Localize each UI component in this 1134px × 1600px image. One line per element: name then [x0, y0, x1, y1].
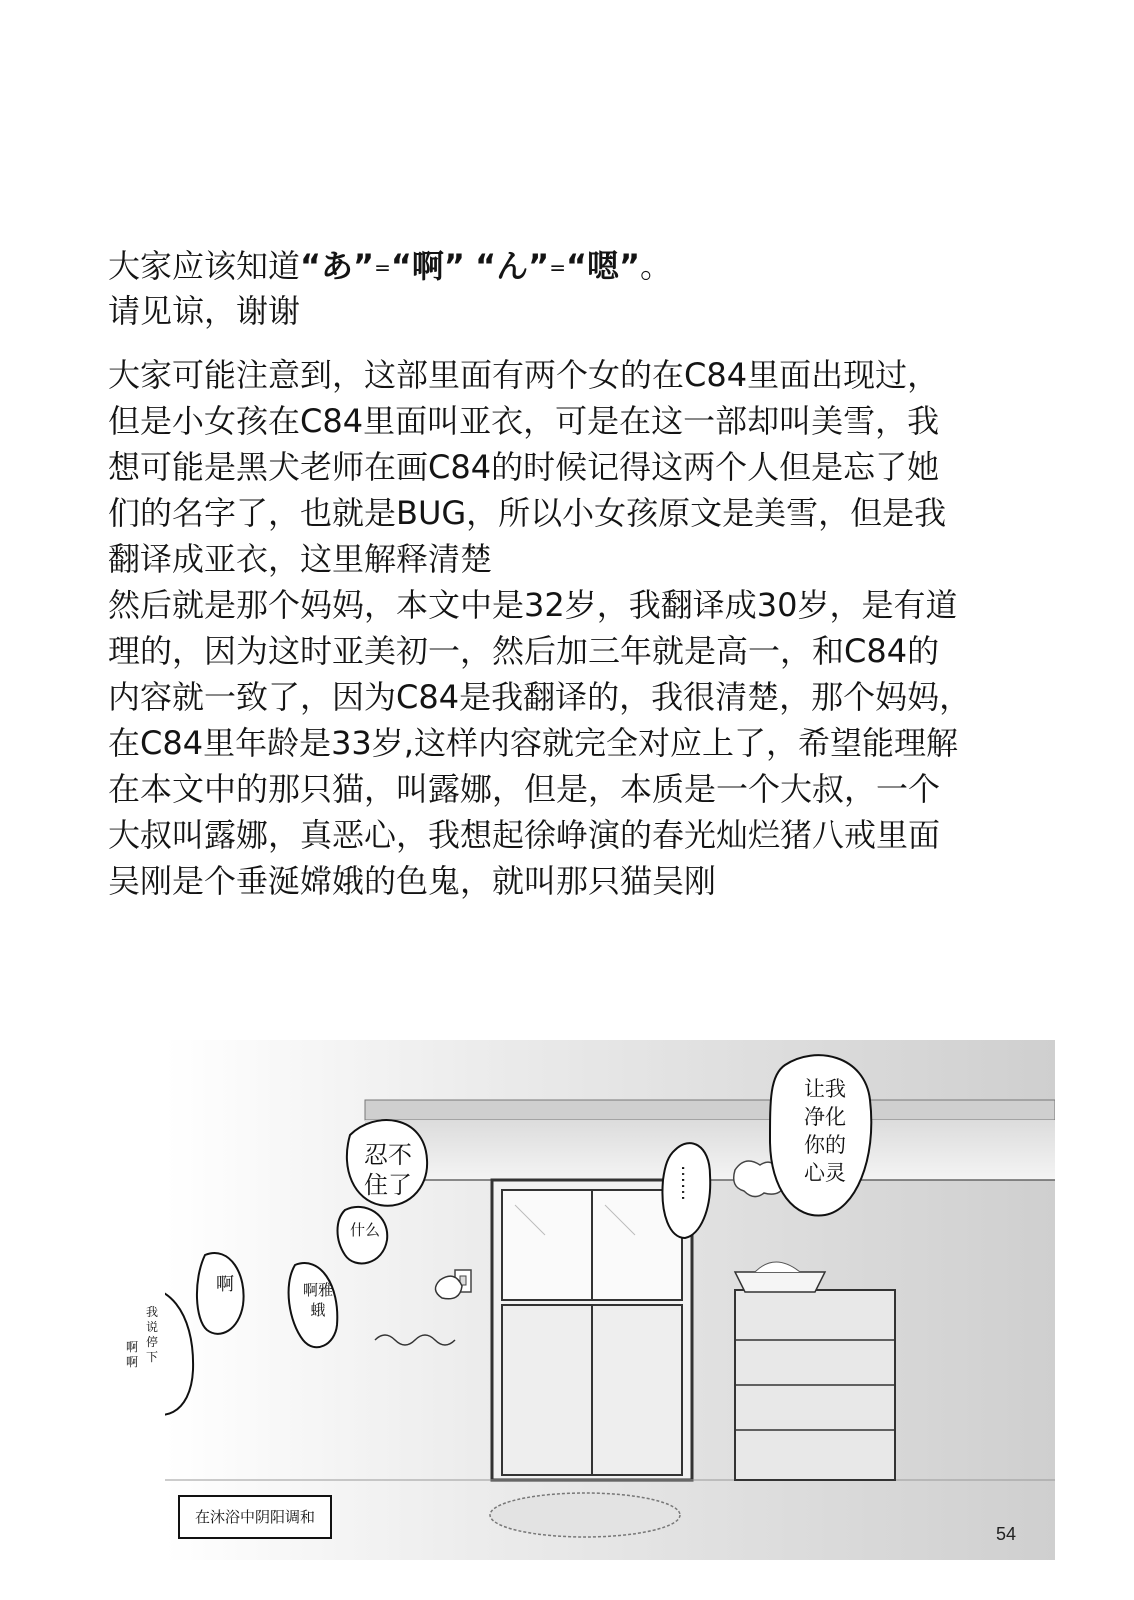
- quote-ah: “啊”: [390, 247, 465, 285]
- translator-note-paragraph: [108, 352, 1068, 904]
- paragraph-line: 想可能是黑犬老师在画C84的时候记得这两个人但是忘了她: [108, 448, 940, 486]
- panel-caption: 在沐浴中阴阳调和: [178, 1495, 332, 1539]
- note-suffix: 。: [640, 247, 673, 285]
- quote-n: “ん”: [475, 247, 550, 285]
- note-line-2: 请见谅，谢谢: [108, 292, 301, 330]
- paragraph-line: 吴刚是个垂涎嫦娥的色鬼，就叫那只猫吴刚: [108, 862, 717, 900]
- bubble-ahah-text: 啊啊: [125, 1340, 138, 1369]
- paragraph-line: 大家可能注意到，这部里面有两个女的在C84里面出现过，: [108, 356, 940, 394]
- quote-a: “あ”: [300, 247, 375, 285]
- bubble-cant-hold-text: 忍不住了: [364, 1141, 412, 1199]
- equals-sign: =: [549, 255, 566, 280]
- paragraph-line: 但是小女孩在C84里面叫亚衣，可是在这一部却叫美雪，我: [108, 402, 940, 440]
- bubble-purify-text: 让我净化你的心灵: [804, 1077, 846, 1185]
- bubble-what-text: 什么: [350, 1221, 381, 1239]
- bubble-ah-yae-text: 啊雅蛾: [302, 1281, 333, 1319]
- bathroom-door-illustration: [165, 1040, 1055, 1560]
- paragraph-line: 理的，因为这时亚美初一，然后加三年就是高一，和C84的: [108, 632, 940, 670]
- bubble-ellipsis-text: ……: [677, 1165, 698, 1201]
- page-number: 54: [996, 1524, 1017, 1544]
- paragraph-line: 然后就是那个妈妈，本文中是32岁，我翻译成30岁，是有道: [108, 586, 958, 624]
- paragraph-line: 在本文中的那只猫，叫露娜，但是，本质是一个大叔，一个: [108, 770, 941, 808]
- bubble-stop-text: 我说停下: [145, 1305, 158, 1364]
- paragraph-line: 们的名字了，也就是BUG，所以小女孩原文是美雪，但是我: [108, 494, 947, 532]
- manga-panel: [125, 1040, 1055, 1560]
- paragraph-line: 翻译成亚衣，这里解释清楚: [108, 540, 493, 578]
- note-line-1: [108, 246, 1068, 289]
- equals-sign: =: [374, 255, 391, 280]
- bubble-ah-text: 啊: [216, 1274, 234, 1295]
- paragraph-line: 大叔叫露娜，真恶心，我想起徐峥演的春光灿烂猪八戒里面: [108, 816, 941, 854]
- paragraph-line: 内容就一致了，因为C84是我翻译的，我很清楚，那个妈妈，: [108, 678, 972, 716]
- paragraph-line: 在C84里年龄是33岁,这样内容就完全对应上了，希望能理解: [108, 724, 958, 762]
- quote-en: “嗯”: [565, 247, 641, 285]
- note-prefix: 大家应该知道: [108, 247, 301, 285]
